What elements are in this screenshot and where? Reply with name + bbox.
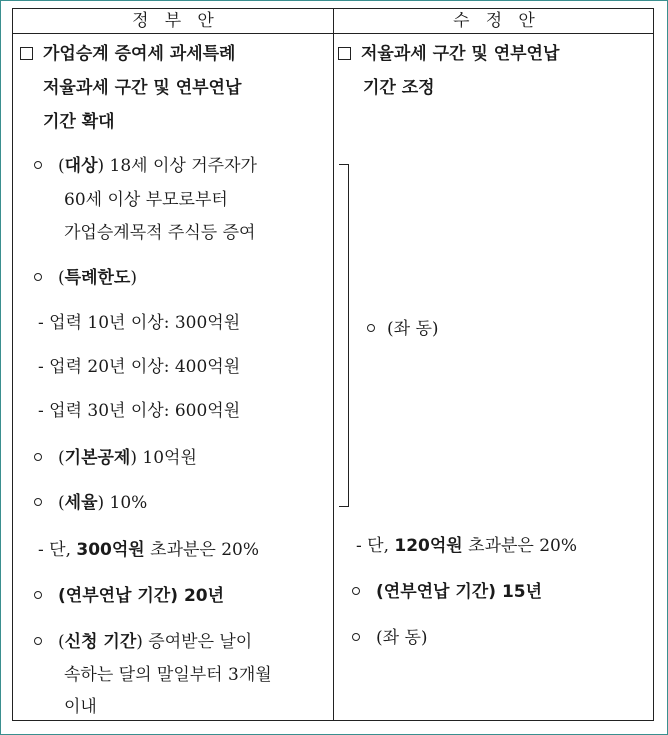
- application-item: (신청 기간) 증여받은 날이: [34, 632, 252, 652]
- bullet-circle-icon: [352, 633, 360, 641]
- deduction-label: 기본공제: [64, 448, 131, 468]
- header-government-proposal: 정 부 안: [132, 11, 214, 31]
- right-title-line-1: 저율과세 구간 및 연부연납: [338, 44, 559, 64]
- right-rate-note: - 단, 120억원 초과분은 20%: [356, 536, 578, 556]
- target-item: (대상) 18세 이상 거주자가: [34, 156, 257, 176]
- application-line-2: 속하는 달의 말일부터 3개월: [64, 665, 272, 685]
- left-title-line-3: 기간 확대: [43, 112, 115, 132]
- left-title-line-1: 가업승계 증여세 과세특례: [20, 44, 235, 64]
- bullet-circle-icon: [34, 498, 42, 506]
- deduction-value: 10억원: [142, 448, 197, 468]
- application-line-3: 이내: [64, 697, 97, 717]
- target-label: 대상: [64, 156, 98, 176]
- bullet-circle-icon: [34, 273, 42, 281]
- checkbox-square-icon: [338, 47, 351, 60]
- target-line-3: 가업승계목적 주식등 증여: [64, 223, 256, 243]
- right-same-as-left-2: (좌 동): [352, 628, 428, 648]
- bullet-circle-icon: [34, 591, 42, 599]
- bullet-circle-icon: [367, 324, 375, 332]
- left-title-line-2: 저율과세 구간 및 연부연납: [43, 78, 242, 98]
- bullet-circle-icon: [34, 637, 42, 645]
- deduction-item: (기본공제) 10억원: [34, 448, 197, 468]
- right-same-as-left-1: (좌 동): [367, 319, 439, 339]
- limit-item-20y: - 업력 20년 이상: 400억원: [38, 357, 241, 377]
- left-installment-item: (연부연납 기간) 20년: [34, 586, 224, 606]
- limit-item-10y: - 업력 10년 이상: 300억원: [38, 313, 241, 333]
- checkbox-square-icon: [20, 47, 33, 60]
- application-line-1: 증여받은 날이: [148, 632, 253, 652]
- header-revised-proposal: 수 정 안: [453, 11, 535, 31]
- bullet-circle-icon: [34, 453, 42, 461]
- left-rate-note: - 단, 300억원 초과분은 20%: [38, 540, 260, 560]
- bullet-circle-icon: [34, 161, 42, 169]
- rate-item: (세율) 10%: [34, 493, 147, 513]
- limit-item-30y: - 업력 30년 이상: 600억원: [38, 401, 241, 421]
- target-line-2: 60세 이상 부모로부터: [64, 190, 228, 210]
- target-line-1: 18세 이상 거주자가: [109, 156, 257, 176]
- rate-value: 10%: [109, 493, 148, 513]
- right-title-line-2: 기간 조정: [363, 78, 435, 98]
- application-label: 신청 기간: [64, 632, 137, 652]
- rate-label: 세율: [64, 493, 98, 513]
- column-divider: [333, 9, 334, 720]
- bullet-circle-icon: [352, 587, 360, 595]
- range-bracket: [339, 164, 349, 507]
- right-installment-item: (연부연납 기간) 15년: [352, 582, 542, 602]
- limit-label: 특례한도: [64, 268, 131, 288]
- limit-item: (특례한도): [34, 268, 137, 288]
